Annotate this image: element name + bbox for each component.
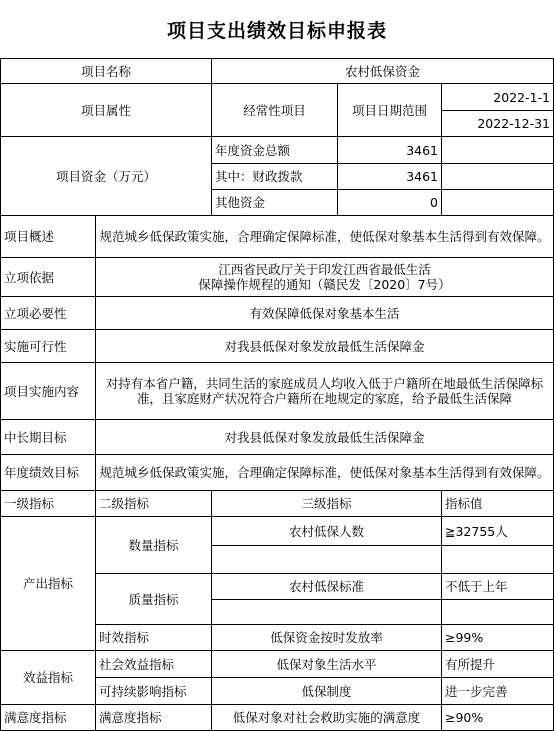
satisfaction-value: ≥90% bbox=[441, 704, 554, 731]
project-name-value: 农村低保资金 bbox=[211, 58, 554, 84]
midlong-text: 对我县低保对象发放最低生活保障金 bbox=[95, 419, 554, 455]
feasibility-label: 实施可行性 bbox=[0, 329, 96, 363]
header-level1: 一级指标 bbox=[0, 490, 96, 517]
quantity-empty-value bbox=[441, 545, 554, 574]
date-end: 2022-12-31 bbox=[441, 110, 554, 137]
overview-text: 规范城乡低保政策实施，合理确定保障标准，使低保对象基本生活得到有效保障。 bbox=[95, 215, 554, 258]
funds-total-value: 3461 bbox=[337, 136, 442, 164]
funds-finance-label: 其中：财政拨款 bbox=[211, 163, 338, 190]
page-title: 项目支出绩效目标申报表 bbox=[166, 19, 387, 42]
timeliness-label: 时效指标 bbox=[95, 624, 212, 651]
attribute-label: 项目属性 bbox=[0, 83, 212, 137]
quality-empty-value bbox=[441, 599, 554, 625]
quality-l3: 农村低保标准 bbox=[211, 573, 442, 600]
necessity-label: 立项必要性 bbox=[0, 296, 96, 330]
basis-line-2: 保障操作规程的通知（赣民发〔2020〕7号） bbox=[198, 277, 451, 292]
satisfaction-label: 满意度指标 bbox=[0, 704, 96, 731]
basis-line-1: 江西省民政厅关于印发江西省最低生活 bbox=[218, 262, 431, 277]
timeliness-l3: 低保资金按时发放率 bbox=[211, 624, 442, 651]
basis-text bbox=[95, 257, 554, 297]
funds-finance-extra bbox=[441, 163, 554, 190]
header-level3: 三级指标 bbox=[211, 490, 442, 517]
sustain-value: 进一步完善 bbox=[441, 677, 554, 705]
quality-empty-l3 bbox=[211, 599, 442, 625]
social-label: 社会效益指标 bbox=[95, 650, 212, 678]
necessity-text: 有效保障低保对象基本生活 bbox=[95, 296, 554, 330]
content-label: 项目实施内容 bbox=[0, 362, 96, 420]
output-label: 产出指标 bbox=[0, 516, 96, 651]
funds-total-label: 年度资金总额 bbox=[211, 136, 338, 164]
funds-total-extra bbox=[441, 136, 554, 164]
date-range-label: 项目日期范围 bbox=[337, 83, 442, 137]
quantity-value: ≧32755人 bbox=[441, 516, 554, 546]
social-value: 有所提升 bbox=[441, 650, 554, 678]
header-value: 指标值 bbox=[441, 490, 554, 517]
social-l3: 低保对象生活水平 bbox=[211, 650, 442, 678]
timeliness-value: ≥99% bbox=[441, 624, 554, 651]
basis-label: 立项依据 bbox=[0, 257, 96, 297]
funds-other-extra bbox=[441, 189, 554, 216]
funds-other-value: 0 bbox=[337, 189, 442, 216]
project-name-label: 项目名称 bbox=[0, 58, 212, 84]
header-level2: 二级指标 bbox=[95, 490, 212, 517]
quality-value: 不低于上年 bbox=[441, 573, 554, 600]
quantity-empty-l3 bbox=[211, 545, 442, 574]
quality-label: 质量指标 bbox=[95, 573, 212, 625]
funds-other-label: 其他资金 bbox=[211, 189, 338, 216]
quantity-label: 数量指标 bbox=[95, 516, 212, 574]
satisfaction-l3: 低保对象对社会救助实施的满意度 bbox=[211, 704, 442, 731]
funds-label: 项目资金（万元） bbox=[0, 136, 212, 216]
funds-finance-value: 3461 bbox=[337, 163, 442, 190]
feasibility-text: 对我县低保对象发放最低生活保障金 bbox=[95, 329, 554, 363]
date-start: 2022-1-1 bbox=[441, 83, 554, 111]
overview-label: 项目概述 bbox=[0, 215, 96, 258]
annual-text: 规范城乡低保政策实施，合理确定保障标准，使低保对象基本生活得到有效保障。 bbox=[95, 454, 554, 491]
sustain-l3: 低保制度 bbox=[211, 677, 442, 705]
annual-label: 年度绩效目标 bbox=[0, 454, 96, 491]
benefit-label: 效益指标 bbox=[0, 650, 96, 705]
attribute-value: 经常性项目 bbox=[211, 83, 338, 137]
quantity-l3: 农村低保人数 bbox=[211, 516, 442, 546]
sustain-label: 可持续影响指标 bbox=[95, 677, 212, 705]
content-text: 对持有本省户籍，共同生活的家庭成员人均收入低于户籍所在地最低生活保障标准，且家庭财产状况符合户籍所在地规定的家庭，给予最低生活保障 bbox=[95, 362, 554, 420]
satisfaction-l2: 满意度指标 bbox=[95, 704, 212, 731]
midlong-label: 中长期目标 bbox=[0, 419, 96, 455]
